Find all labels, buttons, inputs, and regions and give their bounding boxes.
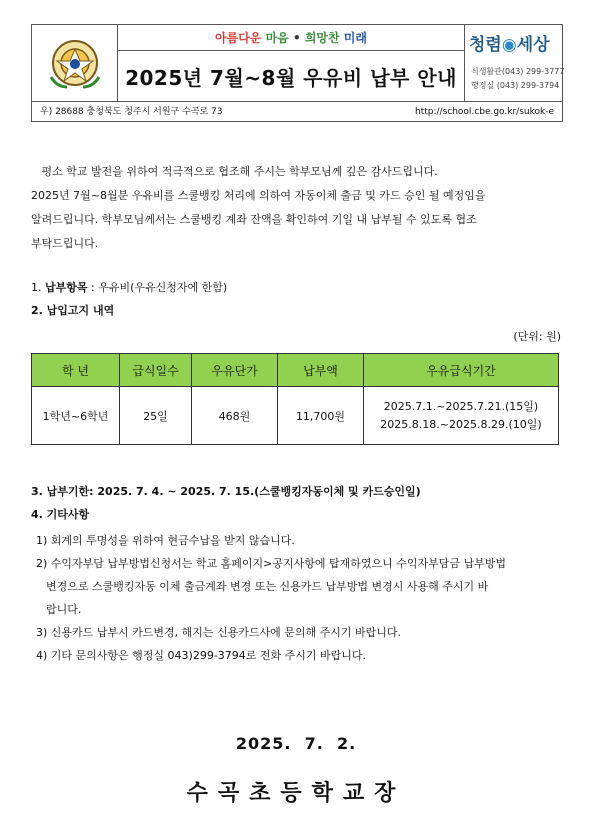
brand-text-1: 청렴 <box>469 35 502 55</box>
globe-icon: ◉ <box>501 35 517 55</box>
admin-office-phone: 행정실 (043) 299-3794 <box>471 81 560 90</box>
section-1-value: : 우유비(우유신청자에 한함) <box>87 281 228 294</box>
header-amount: 납부액 <box>278 354 364 387</box>
school-motto <box>118 25 464 51</box>
list-item: 2) 수익자부담 납부방법신청서는 학교 홈페이지>공지사항에 탑재하였으니 수익자부담금 납부방법 <box>36 557 507 570</box>
school-emblem-icon <box>43 33 107 93</box>
list-item-continuation: 변경으로 스쿨뱅킹자동 이체 출금계좌 변경 또는 신용카드 납부방법 변경시 사용해 주시기 바 <box>46 580 489 593</box>
section-1-payment-item <box>31 279 227 295</box>
section-4-heading: 4. 기타사항 <box>31 508 90 521</box>
section-2-heading: 2. 납입고지 내역 <box>31 304 115 317</box>
section-3-deadline: 3. 납부기한: 2025. 7. 4. ~ 2025. 7. 15.(스쿨뱅킹자동이체 및 카드승인일) <box>31 485 421 498</box>
motto-bullet: • <box>292 31 301 45</box>
header-box <box>31 24 563 122</box>
table-row <box>32 387 559 445</box>
intro-line-2: 2025년 7월~8월분 우유비를 스쿨뱅킹 처리에 의하여 자동이체 출금 및 카드 승인 될 예정임을 <box>31 189 486 202</box>
intro-line-1: 평소 학교 발전을 위하여 적극적으로 협조해 주시는 학부모님께 깊은 감사드립니다. <box>31 165 438 178</box>
school-emblem-cell <box>32 25 118 101</box>
section-1-label: 납부항목 <box>45 281 88 294</box>
period-line-2: 2025.8.18.~2025.8.29.(10일) <box>380 417 542 431</box>
motto-word-4: 미래 <box>343 31 367 45</box>
intro-line-4: 부탁드립니다. <box>31 237 99 250</box>
unit-label: (단위: 원) <box>513 330 561 343</box>
contact-cell <box>464 25 565 101</box>
list-item-continuation: 랍니다. <box>46 603 82 616</box>
issue-date: 2025. 7. 2. <box>235 734 357 753</box>
list-item: 4) 기타 문의사항은 행정실 043)299-3794로 전화 주시기 바랍니다. <box>36 649 367 662</box>
list-item: 3) 신용카드 납부시 카드변경, 해지는 신용카드사에 문의해 주시기 바랍니다. <box>36 626 402 639</box>
table-header-row <box>32 354 559 387</box>
header-period: 우유급식기간 <box>364 354 559 387</box>
address-row <box>32 101 562 121</box>
principal-signature: 수곡초등학교장 <box>186 781 406 806</box>
motto-word-1: 아름다운 <box>215 31 262 45</box>
cell-price: 468원 <box>192 387 278 445</box>
header-days: 급식일수 <box>120 354 192 387</box>
period-line-1: 2025.7.1.~2025.7.21.(15일) <box>383 399 539 413</box>
school-url[interactable]: http://school.cbe.go.kr/sukok-e <box>415 107 554 117</box>
cell-grade: 1학년~6학년 <box>32 387 120 445</box>
payment-table <box>31 353 559 445</box>
header-grade: 학 년 <box>32 354 120 387</box>
school-address: 우) 28688 충청북도 청주시 서원구 수곡로 73 <box>40 107 223 117</box>
document-title: 2025년 7월~8월 우유비 납부 안내 <box>125 65 457 90</box>
brand-text-2: 세상 <box>516 35 550 55</box>
brand-logo <box>469 30 550 55</box>
list-item: 1) 회계의 투명성을 위하여 현금수납을 받지 않습니다. <box>36 534 295 547</box>
cell-days: 25일 <box>120 387 192 445</box>
other-notes-list <box>36 529 561 667</box>
motto-word-3: 희망찬 <box>304 31 340 45</box>
header-price: 우유단가 <box>192 354 278 387</box>
intro-paragraph <box>31 160 561 256</box>
cell-amount: 11,700원 <box>278 387 364 445</box>
intro-line-3: 알려드립니다. 학부모님께서는 스쿨뱅킹 계좌 잔액을 확인하여 기일 내 납부될 수 있도록 협조 <box>31 213 477 226</box>
cell-period <box>364 387 559 445</box>
food-service-phone: 식생활관(043) 299-3777 <box>471 67 565 76</box>
motto-word-2: 마음 <box>265 31 289 45</box>
section-1-number: 1. <box>31 281 42 294</box>
